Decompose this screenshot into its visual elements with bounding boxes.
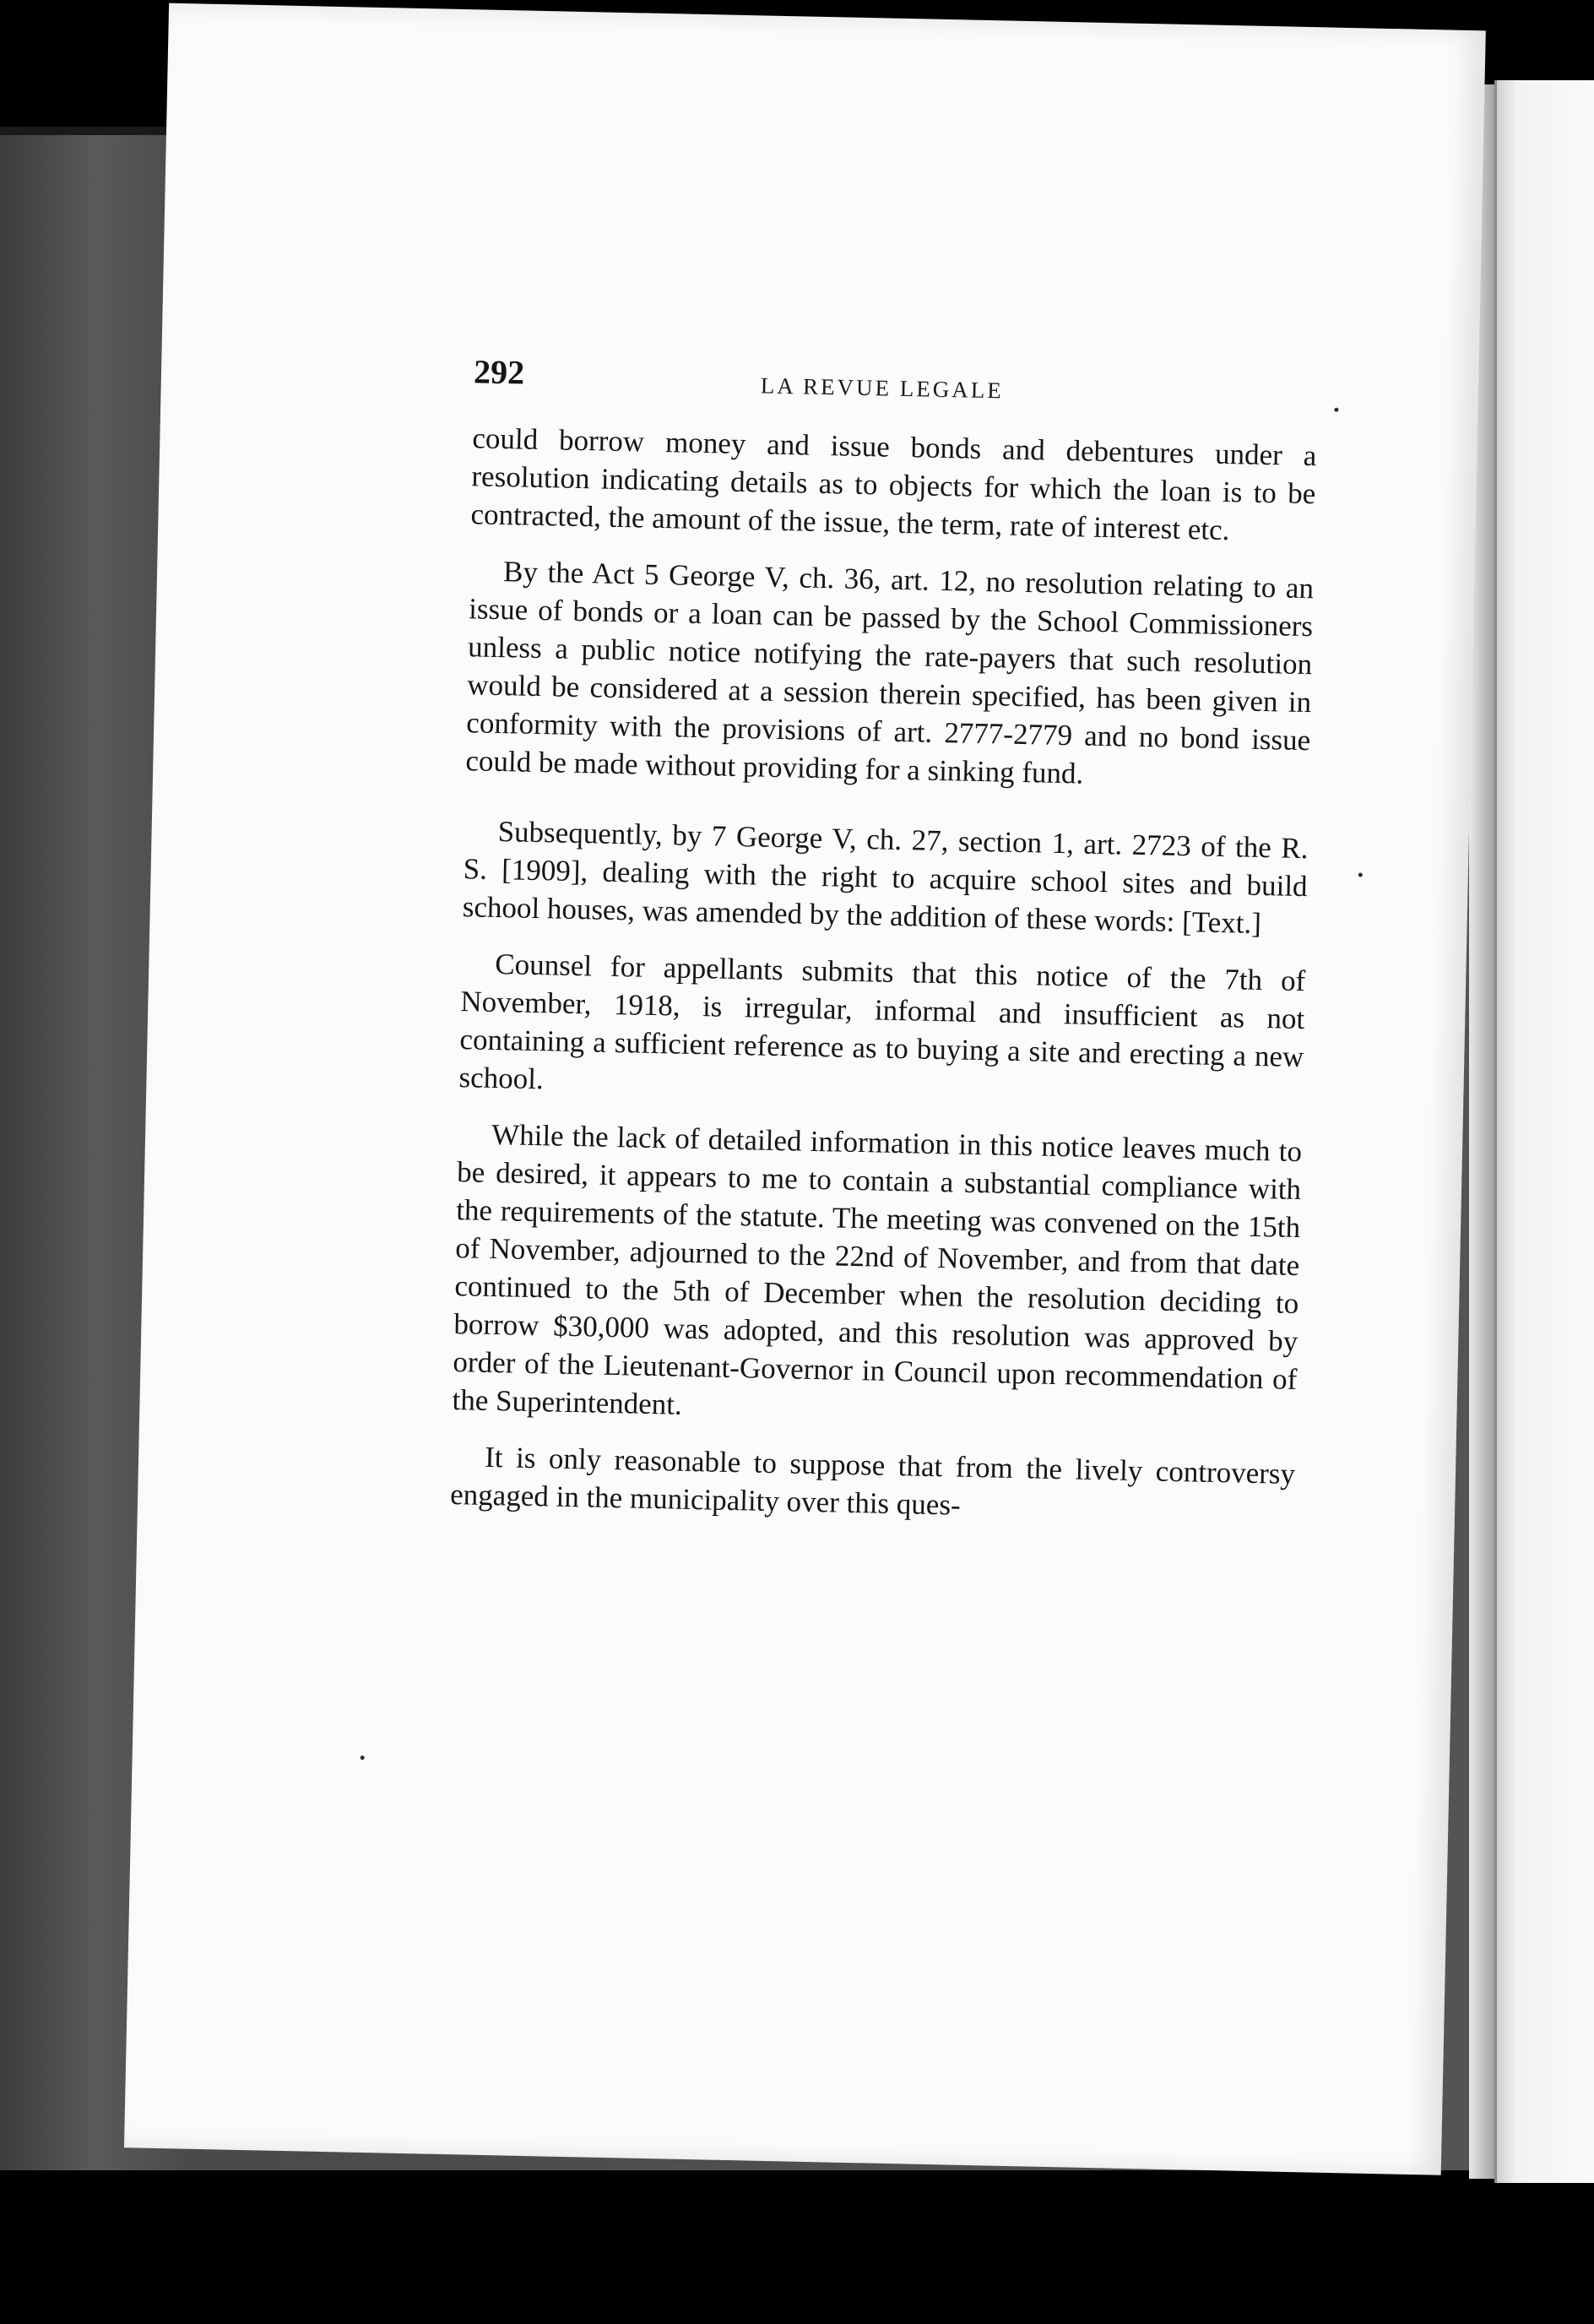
paragraph: Subsequently, by 7 George V, ch. 27, section 1, art. 2723 of the R. S. [1909], dealing with the right to acquire school sites and build school houses, was amended by the addition of these words: [Text.] [462,815,1309,940]
paragraph: By the Act 5 George V, ch. 36, art. 12, no resolution relating to an issue of bonds or a loan can be passed by the School Commissioners unless a public notice notifying the rate-payers that such resolution would be considered at a session therein specified, has been given in conformity with the provisions of art. 2777-2779 and no bond issue could be made without providing for a sinking fund. [465,555,1315,790]
speck-mark [1358,872,1363,877]
speck-mark [1334,408,1338,412]
body-text [450,419,1317,1531]
running-head: LA REVUE LEGALE [760,372,1005,404]
paragraph: While the lack of detailed information in this notice leaves much to be desired, it appears to me to contain a substantial compliance with the requirements of the statute. The meeting was convened on the 15th of November, adjourned to the 22nd of November, and from that date continued to the 5th of December when the resolution deciding to borrow $30,000 was adopted, and this resolution was approved by order of the Lieutenant-Governor in Council upon recommendation of the Superintendent. [452,1117,1303,1421]
page-number: 292 [473,352,525,392]
adjacent-page [1494,80,1594,2183]
paragraph: could borrow money and issue bonds and debentures under a resolution indicating details as to objects for which the loan is to be contracted, the amount of the issue, the term, rate of interest etc. [470,421,1317,547]
speck-mark [361,1756,365,1760]
paragraph: It is only reasonable to suppose that from the lively controversy engaged in the municipality over this ques- [449,1440,1296,1522]
page-content [449,351,1318,1550]
paragraph: Counsel for appellants submits that this notice of the 7th of November, 1918, is irregular, informal and insufficient as not containing a sufficient reference as to buying a site and erecting a new school. [458,948,1306,1096]
document-page [124,3,1486,2175]
